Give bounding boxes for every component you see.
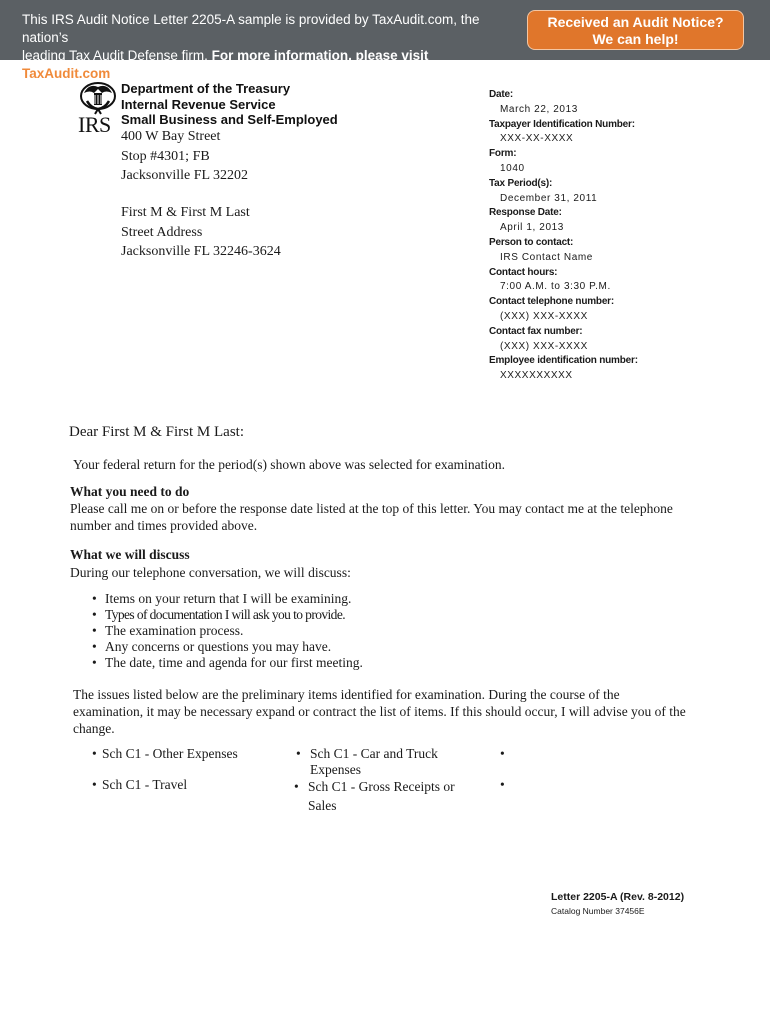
paragraph-line: The issues listed below are the preliminary items identified for examination. During the course of the [73, 687, 620, 702]
sender-address [121, 127, 248, 186]
agency-line: Department of the Treasury [121, 81, 291, 96]
salutation: Dear First M & First M Last: [69, 424, 244, 440]
audit-help-button[interactable] [527, 10, 744, 50]
issue-label-line: Sch C1 - Gross Receipts or [308, 779, 455, 794]
intro-paragraph: Your federal return for the period(s) shown above was selected for examination. [73, 457, 505, 472]
section-what-we-discuss-text: During our telephone conversation, we will discuss: [70, 565, 351, 580]
banner-period: . [110, 66, 115, 81]
catalog-number: Catalog Number 37456E [551, 906, 645, 916]
issue-label-line: Sales [308, 798, 337, 813]
issue-label-line: Expenses [310, 762, 361, 777]
field-value: 7:00 A.M. to 3:30 P.M. [500, 281, 611, 293]
discussion-list [92, 591, 363, 671]
banner-line-1: This IRS Audit Notice Letter 2205-A sample is provided by TaxAudit.com, the nation’s [22, 12, 480, 45]
field-label: Date: [489, 89, 514, 100]
recipient-address [121, 203, 281, 262]
field-value: XXXXXXXXXX [500, 370, 573, 382]
sender-address-line: Jacksonville FL 32202 [121, 168, 249, 183]
field-label: Tax Period(s): [489, 177, 553, 189]
field-label: Taxpayer Identification Number: [489, 118, 635, 130]
list-item: • Items on your return that I will be examining. [92, 591, 363, 607]
section-heading-what-to-do: What you need to do [70, 484, 190, 499]
bullet-glyph: • [92, 777, 97, 792]
paragraph-line: Please call me on or before the response date listed at the top of this letter. You may contact me at the telephone [70, 501, 673, 516]
recipient-line: Jacksonville FL 32246-3624 [121, 244, 281, 259]
issue-item [294, 777, 455, 815]
cta-line-1: Received an Audit Notice? [547, 14, 724, 30]
banner-brand-link[interactable]: TaxAudit.com [22, 66, 111, 81]
list-item: • The examination process. [92, 623, 363, 639]
banner-line-2-bold: For more information, please visit [211, 48, 429, 63]
sender-address-line: 400 W Bay Street [121, 129, 221, 144]
letter-form-id: Letter 2205-A (Rev. 8-2012) [551, 891, 685, 903]
section-heading-what-we-discuss: What we will discuss [70, 547, 190, 562]
recipient-line: Street Address [121, 224, 203, 240]
banner-line-2 [22, 47, 522, 83]
cta-line-2: We can help! [592, 31, 679, 47]
field-label: Form: [489, 148, 517, 160]
bullet-glyph: • [92, 746, 97, 761]
field-value: December 31, 2011 [500, 192, 598, 204]
paragraph-line: change. [73, 721, 115, 736]
issues-intro-paragraph [73, 686, 713, 737]
sender-address-line: Stop #4301; FB [121, 148, 210, 164]
letter-info-fields [489, 88, 749, 384]
field-label: Response Date: [489, 207, 562, 219]
issue-label: Sch C1 - Travel [102, 777, 188, 792]
field-value: 1040 [500, 162, 525, 174]
bullet-glyph: • [296, 746, 301, 761]
field-value: April 1, 2013 [500, 222, 564, 234]
field-value: IRS Contact Name [500, 251, 593, 263]
list-item: • Any concerns or questions you may have. [92, 639, 363, 655]
agency-line: Internal Revenue Service [121, 96, 276, 112]
field-label: Person to contact: [489, 236, 574, 248]
promo-banner [0, 0, 770, 81]
field-label: Contact fax number: [489, 325, 583, 337]
list-item: • Types of documentation I will ask you to provide. [92, 607, 363, 623]
field-label: Employee identification number: [489, 355, 638, 367]
bullet-glyph: • [294, 779, 299, 794]
field-value: (XXX) XXX-XXXX [500, 310, 588, 322]
banner-text [22, 11, 522, 83]
field-value: (XXX) XXX-XXXX [500, 340, 588, 352]
agency-block [121, 81, 338, 128]
issue-item [92, 777, 187, 793]
paragraph-line: examination, it may be necessary expand or contract the list of items. If this should occur, I will advise you of the [73, 704, 686, 719]
list-item: • The date, time and agenda for our first meeting. [92, 655, 363, 671]
issue-item [92, 746, 238, 762]
irs-wordmark: IRS [78, 112, 111, 137]
field-value: XXX-XX-XXXX [500, 133, 574, 145]
field-label: Contact telephone number: [489, 296, 615, 308]
section-what-to-do-text [70, 500, 720, 534]
issue-item [296, 746, 438, 778]
bullet-glyph: • [500, 746, 505, 761]
field-value: March 22, 2013 [500, 103, 578, 115]
bullet-glyph: • [500, 777, 505, 792]
banner-line-2-plain: leading Tax Audit Defense firm. [22, 48, 208, 63]
agency-line: Small Business and Self-Employed [121, 112, 338, 127]
issue-label-line: Sch C1 - Car and Truck [310, 746, 438, 761]
field-label: Contact hours: [489, 266, 558, 278]
issue-label: Sch C1 - Other Expenses [102, 746, 238, 761]
paragraph-line: number and times provided above. [70, 518, 258, 533]
recipient-line: First M & First M Last [121, 205, 250, 220]
